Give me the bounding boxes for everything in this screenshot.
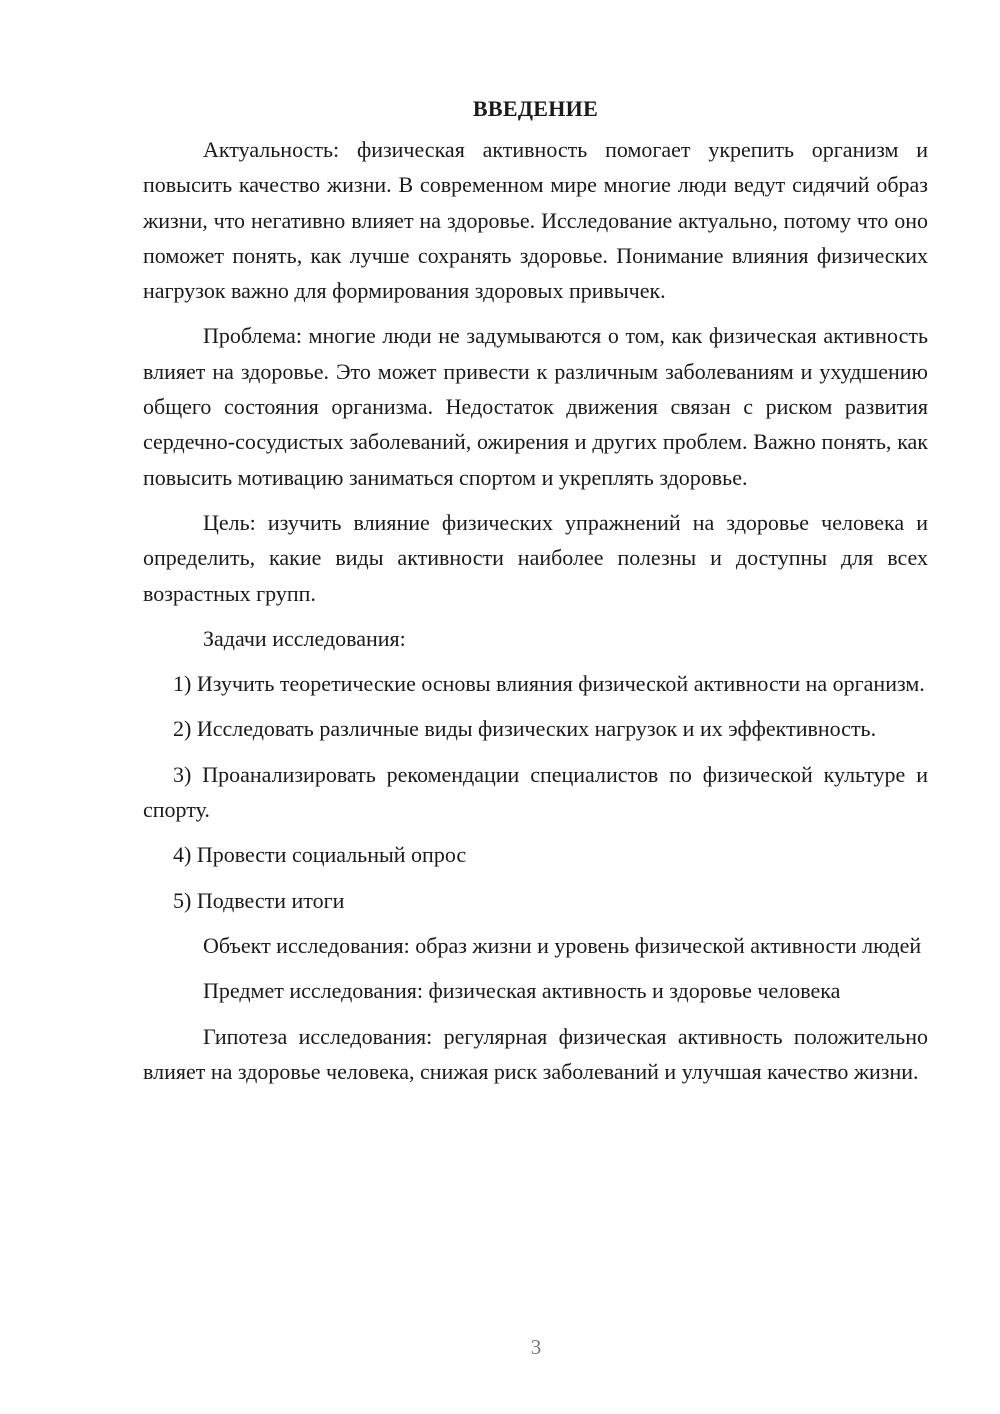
task-item: 4) Провести социальный опрос	[173, 842, 467, 868]
task-item: 1) Изучить теоретические основы влияния физической активности на организм.	[173, 671, 925, 697]
page-title: ВВЕДЕНИЕ	[472, 96, 599, 121]
paragraph-tasks-title: Задачи исследования:	[203, 625, 406, 651]
page-number: 3	[530, 1335, 542, 1359]
paragraph-goal: Цель: изучить влияние физических упражнений на здоровье человека и определить, какие виды активности наиболее полезны и доступны для всех возрастных групп.	[143, 509, 928, 606]
paragraph-relevance: Актуальность: физическая активность помогает укрепить организм и повысить качество жизни. В современном мире многие люди ведут сидячий образ жизни, что негативно влияет на здоровье. Исследование актуально, потому что оно поможет понять, как лучше сохранять здоровье. Понимание влияния физических нагрузок важно для формирования здоровых привычек.	[143, 137, 928, 304]
task-item: 3) Проанализировать рекомендации специалистов по физической культуре и спорту.	[143, 761, 928, 823]
task-item: 5) Подвести итоги	[173, 887, 345, 913]
paragraph-object: Объект исследования: образ жизни и уровень физической активности людей	[203, 932, 922, 958]
task-item: 2) Исследовать различные виды физических нагрузок и их эффективность.	[173, 716, 877, 742]
document-page	[143, 92, 928, 1099]
paragraph-subject: Предмет исследования: физическая активность и здоровье человека	[203, 978, 841, 1004]
paragraph-problem: Проблема: многие люди не задумываются о том, как физическая активность влияет на здоровье. Это может привести к различным заболеваниям и ухудшению общего состояния организма. Недостаток движения связан с риском развития сердечно-сосудистых заболеваний, ожирения и других проблем. Важно понять, как повысить мотивацию заниматься спортом и укреплять здоровье.	[143, 323, 928, 490]
paragraph-hypothesis: Гипотеза исследования: регулярная физическая активность положительно влияет на здоровье человека, снижая риск заболеваний и улучшая качество жизни.	[143, 1023, 928, 1084]
